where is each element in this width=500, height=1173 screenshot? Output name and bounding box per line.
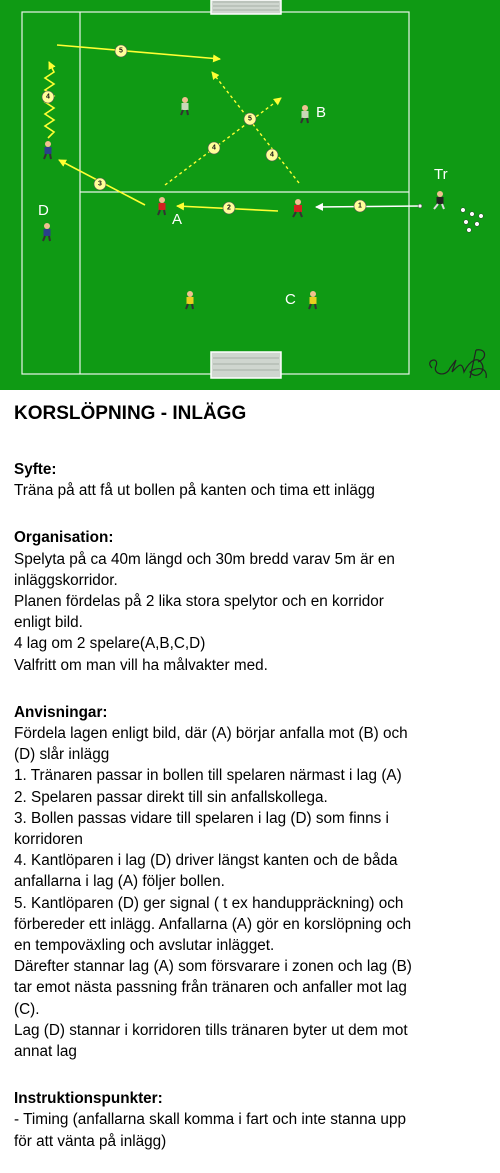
anvisningar-line: (C). [14, 1000, 40, 1018]
label-a: A [172, 211, 183, 228]
anvisningar-line: Därefter stannar lag (A) som försvarare i zonen och lag (B) [14, 958, 412, 976]
anvisningar-line: annat lag [14, 1043, 77, 1061]
anvisningar-line: korridoren [14, 831, 83, 849]
section-organisation [14, 527, 494, 675]
step-3-label: 3 [98, 180, 102, 188]
step-5-label-cross: 5 [119, 47, 123, 55]
syfte-heading: Syfte: [14, 461, 57, 478]
anvisningar-line: förbereder ett inlägg. Anfallarna (A) gör en korslöpning och [14, 915, 412, 933]
anvisningar-line: 4. Kantlöparen i lag (D) driver längst kanten och de båda [14, 852, 398, 870]
step-4-label-run-a: 4 [212, 144, 216, 152]
organisation-line: enligt bild. [14, 614, 83, 632]
label-trainer: Tr [434, 166, 448, 183]
organisation-heading: Organisation: [14, 529, 114, 547]
section-instruktionspunkter [14, 1088, 494, 1152]
anvisningar-line: en tempoväxling och avslutar inlägget. [14, 937, 275, 955]
organisation-line: Spelyta på ca 40m längd och 30m bredd varav 5m är en [14, 550, 395, 568]
step-1-label: 1 [358, 202, 362, 210]
label-b: B [316, 104, 327, 121]
step-4-label-run-b: 4 [270, 151, 274, 159]
organisation-line: Valfritt om man vill ha målvakter med. [14, 656, 268, 674]
organisation-line: Planen fördelas på 2 lika stora spelytor och en korridor [14, 593, 384, 611]
drill-diagram [0, 0, 500, 390]
anvisningar-line: 3. Bollen passas vidare till spelaren i lag (D) som finns i [14, 809, 389, 827]
grass [0, 0, 500, 390]
section-syfte [14, 459, 494, 501]
section-anvisningar [14, 702, 494, 1062]
instruktionspunkter-heading: Instruktionspunkter: [14, 1090, 163, 1108]
anvisningar-line: 1. Tränaren passar in bollen till spelaren närmast i lag (A) [14, 767, 402, 785]
instruktionspunkter-line: - Timing (anfallarna skall komma i fart och inte stanna upp [14, 1111, 406, 1129]
drill-description [14, 398, 494, 1152]
anvisningar-line: (D) slår inlägg [14, 746, 110, 764]
label-c: C [285, 291, 296, 308]
anvisningar-line: Lag (D) stannar i korridoren tills tränaren byter ut dem mot [14, 1021, 408, 1039]
goal-top [211, 0, 281, 14]
goal-bottom [211, 352, 281, 378]
step-2-label: 2 [227, 204, 231, 212]
step-4-label-dribble: 4 [46, 93, 50, 101]
syfte-line: Träna på att få ut bollen på kanten och tima ett inlägg [14, 482, 375, 500]
anvisningar-line: 5. Kantlöparen (D) ger signal ( t ex handuppräckning) och [14, 894, 404, 912]
anvisningar-line: anfallarna i lag (A) följer bollen. [14, 873, 225, 891]
anvisningar-heading: Anvisningar: [14, 703, 108, 721]
step-5-label-run: 5 [248, 115, 252, 123]
organisation-line: 4 lag om 2 spelare(A,B,C,D) [14, 635, 206, 653]
anvisningar-line: Fördela lagen enligt bild, där (A) börjar anfalla mot (B) och [14, 725, 408, 743]
anvisningar-line: 2. Spelaren passar direkt till sin anfallskollega. [14, 788, 328, 806]
organisation-line: inläggskorridor. [14, 571, 118, 589]
anvisningar-line: tar emot nästa passning från tränaren och anfaller mot lag [14, 979, 407, 997]
instruktionspunkter-line: för att vänta på inlägg) [14, 1132, 167, 1150]
label-d: D [38, 202, 49, 219]
page-title: KORSLÖPNING - INLÄGG [14, 403, 247, 424]
